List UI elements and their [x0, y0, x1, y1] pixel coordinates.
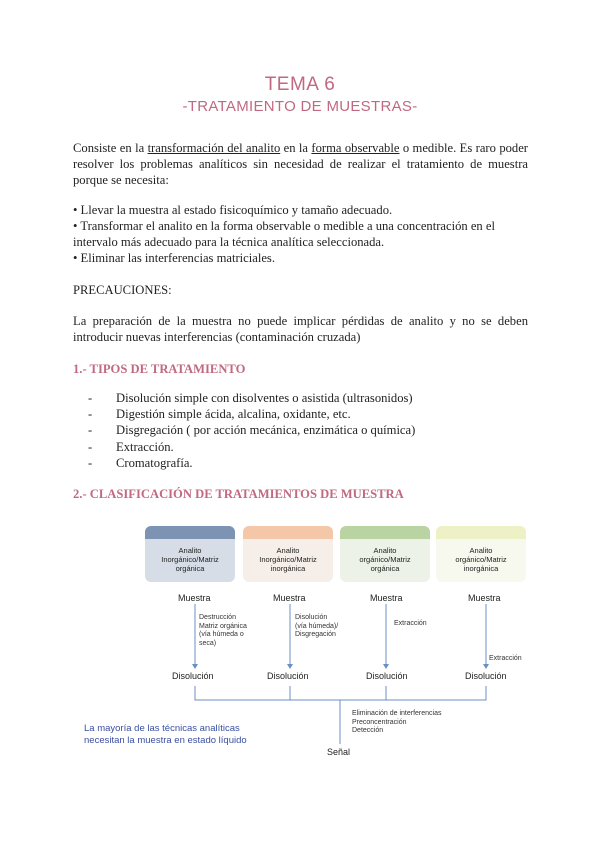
page-title: TEMA 6 — [264, 74, 336, 95]
precauciones-label: PRECAUCIONES: — [73, 283, 172, 297]
arrow-head — [192, 664, 198, 669]
bullet-item: • Llevar la muestra al estado fisicoquímico y tamaño adecuado. — [73, 203, 393, 217]
underlined-term: forma observable — [311, 141, 400, 155]
list-item: - Disgregación ( por acción mecánica, enzimática o química) — [88, 422, 415, 438]
step-label: Extracción — [394, 620, 427, 627]
merge-line — [195, 686, 486, 700]
diagram-note: La mayoría de las técnicas analíticas necesitan la muestra en estado líquido — [84, 723, 247, 746]
diagram-box: Analito orgánico/Matriz inorgánica — [436, 526, 526, 582]
disolucion-label: Disolución — [465, 671, 507, 681]
arrow-head — [483, 664, 489, 669]
section-heading-tipos: 1.- TIPOS DE TRATAMIENTO — [73, 362, 246, 376]
step-label: Extracción — [489, 655, 522, 662]
precauciones-text: La preparación de la muestra no puede implicar pérdidas de analito y no se deben introducir nuevas interferencias (contaminación cruzada) — [73, 314, 528, 344]
muestra-label: Muestra — [178, 593, 211, 603]
signal-label: Señal — [327, 747, 351, 757]
diagram-box: Analito Inorgánico/Matriz inorgánica — [243, 526, 333, 582]
section-heading-clasificacion: 2.- CLASIFICACIÓN DE TRATAMIENTOS DE MUESTRA — [73, 487, 404, 501]
disolucion-label: Disolución — [267, 671, 309, 681]
muestra-label: Muestra — [370, 593, 403, 603]
list-item: - Disolución simple con disolventes o asistida (ultrasonidos) — [88, 390, 415, 406]
arrow-head — [383, 664, 389, 669]
disolucion-label: Disolución — [366, 671, 408, 681]
final-steps: Eliminación de interferencias Preconcentración Detección — [352, 710, 442, 734]
arrow-head — [287, 664, 293, 669]
underlined-term: transformación del analito — [147, 141, 281, 155]
muestra-label: Muestra — [273, 593, 306, 603]
diagram-box: Analito Inorgánico/Matriz orgánica — [145, 526, 235, 582]
list-item: - Digestión simple ácida, alcalina, oxidante, etc. — [88, 406, 415, 422]
intro-paragraph: Consiste en la transformación del analito en la forma observable o medible. Es raro poder resolver los problemas analíticos sin necesidad de realizar el tratamiento de muestra porque se necesita: — [73, 141, 528, 187]
page-subtitle: -TRATAMIENTO DE MUESTRAS- — [182, 98, 418, 115]
disolucion-label: Disolución — [172, 671, 214, 681]
list-item: - Extracción. — [88, 439, 415, 455]
muestra-label: Muestra — [468, 593, 501, 603]
step-label: Disolución (vía húmeda)/ Disgregación — [295, 614, 339, 638]
bullet-item: • Eliminar las interferencias matriciales. — [73, 251, 275, 265]
bullet-item: • Transformar el analito en la forma observable o medible a una concentración en el intervalo más adecuado para la técnica analítica seleccionada. — [73, 219, 495, 249]
diagram-box: Analito orgánico/Matriz orgánica — [340, 526, 430, 582]
list-item: - Cromatografía. — [88, 455, 415, 471]
step-label: Destrucción Matriz orgánica (vía húmeda o seca) — [199, 614, 247, 647]
